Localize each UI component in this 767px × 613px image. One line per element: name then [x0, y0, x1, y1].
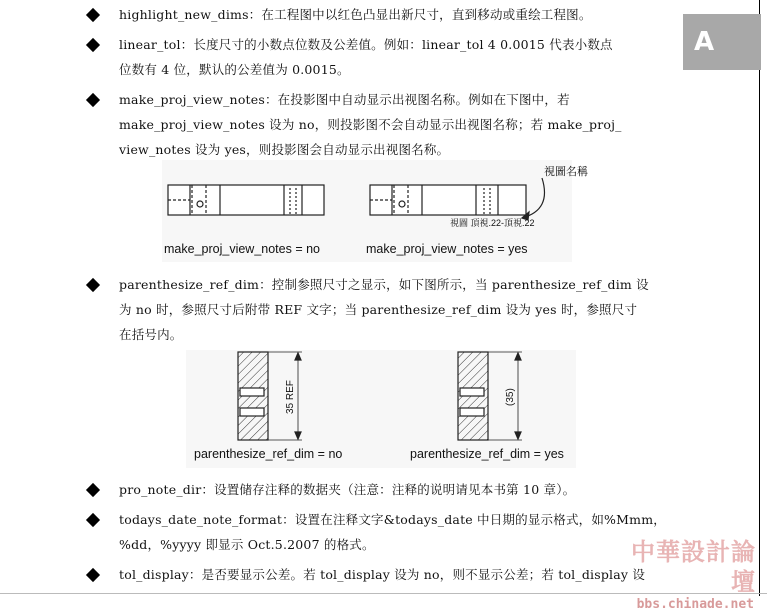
chapter-tab: [683, 14, 761, 70]
text-line: 为 no 时，参照尺寸后附带 REF 文字；当 parenthesize_ref_dim 设为 yes 时，参照尺寸: [119, 302, 638, 317]
figure-parenthesize-ref-dim: [186, 350, 576, 468]
option-tol-display: [119, 562, 649, 587]
text-line: %dd，%yyyy 即显示 Oct.5.2007 的格式。: [119, 537, 375, 552]
caption-yes: parenthesize_ref_dim = yes: [410, 447, 564, 461]
view-name-callout: 視圖名稱: [544, 166, 588, 178]
bullet-icon: [86, 483, 100, 497]
option-highlight-new-dims: [119, 2, 649, 27]
watermark-url: bbs.chinade.net: [636, 597, 754, 612]
option-parenthesize-ref-dim: [119, 272, 649, 347]
text-line: parenthesize_ref_dim：控制参照尺寸之显示，如下图所示，当 parenthesize_ref_dim 设: [119, 277, 649, 292]
option-todays-date-note-format: [119, 507, 666, 557]
chapter-tab-letter: A: [694, 27, 715, 57]
proj-view-right-drawing: [370, 178, 545, 220]
text-line: 在括号内。: [119, 327, 183, 342]
text-line: 位数有 4 位，默认的公差值为 0.0015。: [119, 62, 350, 77]
forum-watermark: [610, 537, 760, 612]
text-line: tol_display：是否要显示公差。若 tol_display 设为 no，则不显示公差；若 tol_display 设: [119, 567, 646, 582]
text-line: highlight_new_dims：在工程图中以红色凸显出新尺寸，直到移动或重绘工程图。: [119, 7, 592, 22]
text-line: view_notes 设为 yes，则投影图会自动显示出视图名称。: [119, 142, 450, 157]
dim-label-ref: 35 REF: [285, 380, 296, 414]
proj-view-left-drawing: [168, 185, 324, 215]
page-right-border: [759, 0, 760, 596]
text-line: todays_date_note_format：设置在注释文字&todays_date 中日期的显示格式，如%Mmm，: [119, 512, 666, 527]
option-pro-note-dir: [119, 477, 649, 502]
bullet-icon: [86, 278, 100, 292]
bullet-icon: [86, 568, 100, 582]
option-linear-tol: [119, 32, 649, 82]
text-line: linear_tol：长度尺寸的小数点位数及公差值。例如：linear_tol 4 0.0015 代表小数点: [119, 37, 613, 52]
bullet-icon: [86, 93, 100, 107]
view-name-label: 視圖 頂視.22-頂視.22: [450, 218, 535, 228]
figure-proj-view-notes: [162, 160, 588, 262]
text-line: make_proj_view_notes：在投影图中自动显示出视图名称。例如在下图中，若: [119, 92, 570, 107]
bullet-icon: [86, 38, 100, 52]
caption-no: make_proj_view_notes = no: [164, 242, 320, 256]
text-line: pro_note_dir：设置储存注释的数据夹（注意：注释的说明请见本书第 10 章）。: [119, 482, 576, 497]
bullet-icon: [86, 513, 100, 527]
dim-label-paren: (35): [505, 388, 516, 406]
option-make-proj-view-notes: [119, 87, 649, 162]
watermark-title: 中華設計論壇: [631, 538, 756, 596]
bullet-icon: [86, 8, 100, 22]
text-line: make_proj_view_notes 设为 no，则投影图不会自动显示出视图名称；若 make_proj_: [119, 117, 622, 132]
caption-yes: make_proj_view_notes = yes: [366, 242, 528, 256]
caption-no: parenthesize_ref_dim = no: [194, 447, 343, 461]
